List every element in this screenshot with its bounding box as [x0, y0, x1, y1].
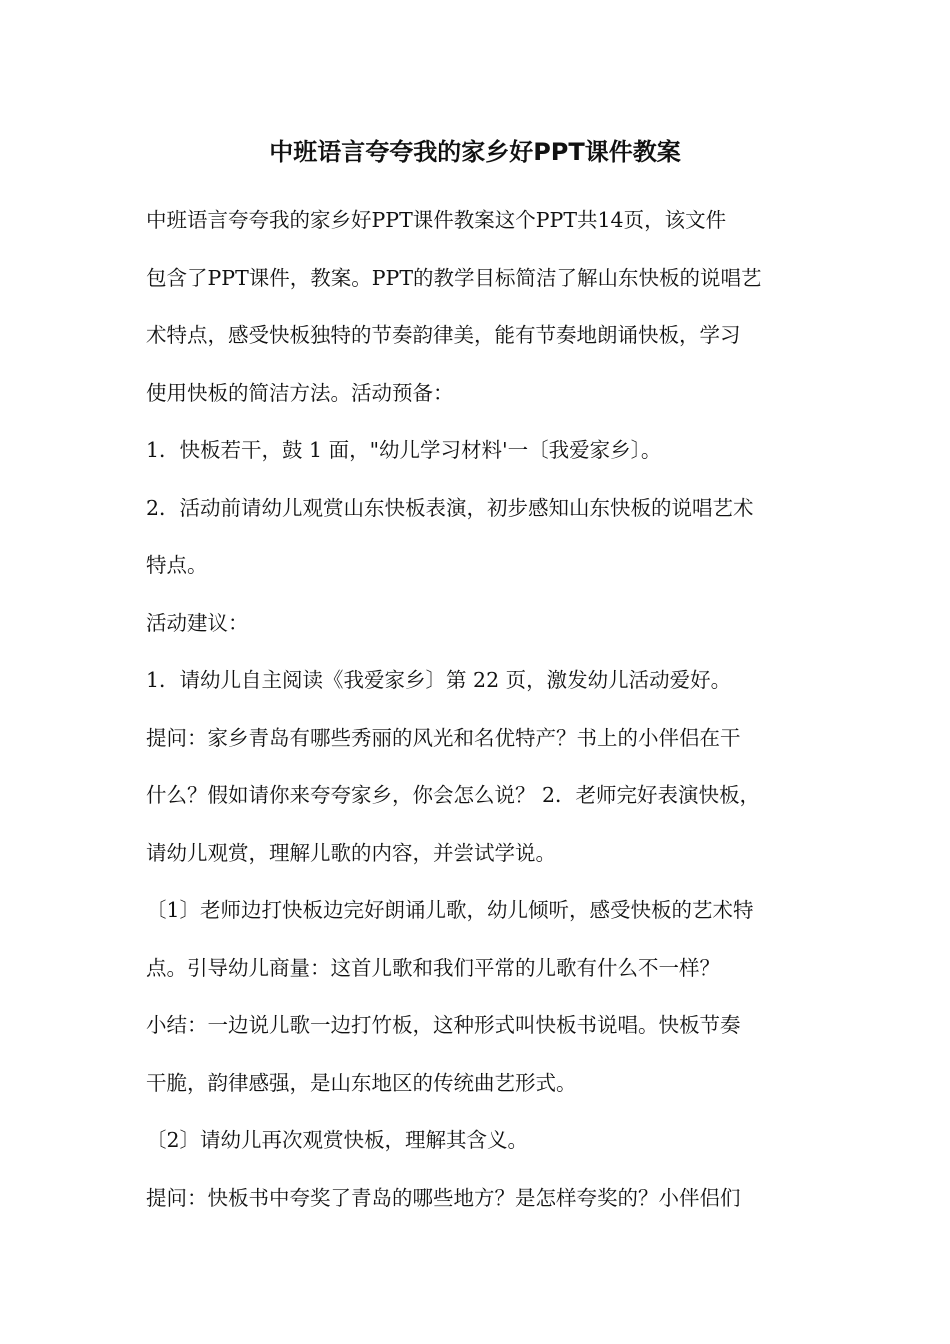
list-item: 2．活动前请幼儿观赏山东快板表演，初步感知山东快板的说唱艺术	[146, 496, 754, 520]
list-item: 1．快板若干，鼓 1 面，"幼儿学习材料'一〔我爱家乡〕。	[146, 438, 662, 462]
paragraph-line: 点。引导幼儿商量：这首儿歌和我们平常的儿歌有什么不一样？	[146, 956, 720, 980]
paragraph-line: 使用快板的简洁方法。活动预备：	[146, 381, 454, 405]
paragraph-line: 提问：家乡青岛有哪些秀丽的风光和名优特产？书上的小伴侣在干	[146, 726, 741, 750]
paragraph-line: 〔1〕老师边打快板边完好朗诵儿歌，幼儿倾听，感受快板的艺术特	[146, 898, 754, 922]
paragraph-line: 干脆，韵律感强，是山东地区的传统曲艺形式。	[146, 1071, 577, 1095]
paragraph-line: 小结：一边说儿歌一边打竹板，这种形式叫快板书说唱。快板节奏	[146, 1013, 741, 1037]
document-title: 中班语言夸夸我的家乡好PPT课件教案	[269, 138, 681, 166]
section-heading: 活动建议：	[146, 611, 249, 635]
paragraph-line: 〔2〕请幼儿再次观赏快板，理解其含义。	[146, 1128, 529, 1152]
paragraph-line: 术特点，感受快板独特的节奏韵律美，能有节奏地朗诵快板，学习	[146, 323, 741, 347]
paragraph-line: 提问：快板书中夸奖了青岛的哪些地方？是怎样夸奖的？小伴侣们	[146, 1186, 741, 1210]
paragraph-line: 特点。	[146, 553, 208, 577]
paragraph-line: 请幼儿观赏，理解儿歌的内容，并尝试学说。	[146, 841, 556, 865]
list-item: 1．请幼儿自主阅读《我爱家乡〕第 22 页，激发幼儿活动爱好。	[146, 668, 732, 692]
paragraph-line: 中班语言夸夸我的家乡好PPT课件教案这个PPT共14页，该文件	[146, 208, 727, 232]
paragraph-line: 什么？假如请你来夸夸家乡，你会怎么说？ 2．老师完好表演快板，	[146, 783, 761, 807]
paragraph-line: 包含了PPT课件，教案。PPT的教学目标简洁了解山东快板的说唱艺	[146, 266, 762, 290]
